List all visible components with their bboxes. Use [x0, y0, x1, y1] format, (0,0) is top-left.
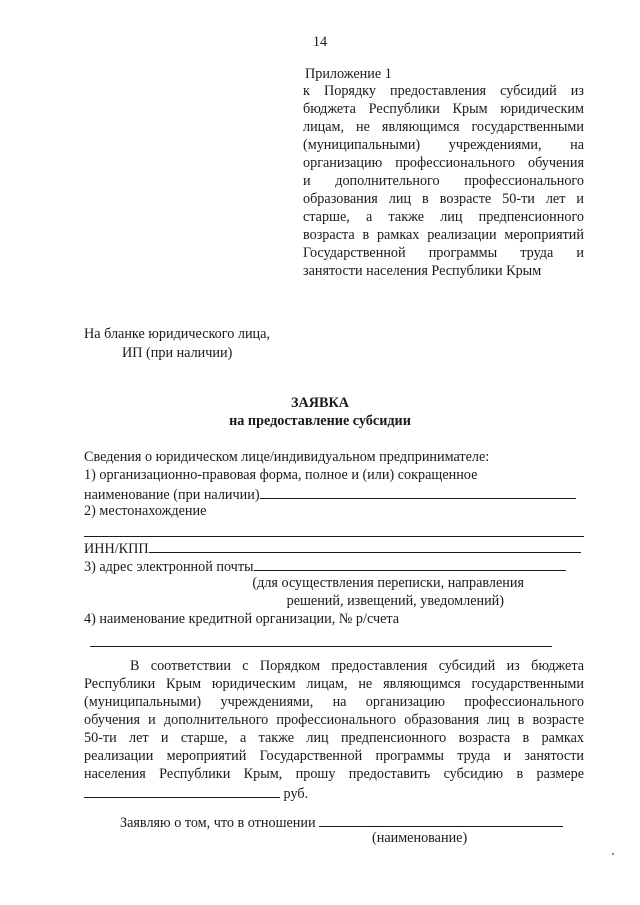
letterhead-line-2: ИП (при наличии) [122, 345, 233, 361]
name-fill-line[interactable] [260, 485, 576, 499]
inn-label: ИНН/КПП [84, 541, 149, 557]
declaration-fill-line[interactable] [319, 813, 563, 827]
request-paragraph [84, 658, 584, 802]
item1-name-label: наименование (при наличии) [84, 487, 260, 503]
margin-mark [612, 853, 614, 855]
paragraph-line: (муниципальными) учреждениями, на организацию профессионального [84, 694, 584, 710]
item2-label: 2) местонахождение [84, 503, 207, 519]
letterhead-line-1: На бланке юридического лица, [84, 326, 270, 342]
note-row-2 [84, 593, 584, 611]
form-heading: ЗАЯВКА [291, 395, 349, 411]
bank-row [84, 629, 584, 649]
bank-fill-line[interactable] [90, 646, 552, 647]
paragraph-line: населения Республики Крым, прошу предоставить субсидию в размере [84, 766, 584, 782]
page-number: 14 [312, 34, 328, 50]
declaration-row [120, 813, 563, 832]
address-row [84, 521, 584, 539]
appendix-line: к Порядку предоставления субсидий из [303, 83, 584, 99]
note-line-2: решений, извещений, уведомлений) [286, 593, 504, 609]
appendix-line: Государственной программы труда и [303, 245, 584, 261]
appendix-line: образования лиц в возрасте 50-ти лет и [303, 191, 584, 207]
item2-row [84, 503, 584, 521]
address-fill-line[interactable] [84, 536, 584, 537]
item1-name-row [84, 485, 584, 503]
appendix-line: возраста в рамках реализации мероприятий [303, 227, 584, 243]
paragraph-line: В соответствии с Порядком предоставления субсидий из бюджета [130, 658, 584, 674]
note-row-1 [84, 575, 584, 593]
amount-fill-line[interactable] [84, 784, 280, 798]
currency-label: руб. [283, 786, 309, 802]
inn-fill-line[interactable] [149, 539, 581, 553]
appendix-title: Приложение 1 [305, 66, 392, 82]
name-hint: (наименование) [372, 830, 468, 846]
appendix-line: лицам, не являющимся государственными [303, 119, 584, 135]
appendix-line: (муниципальными) учреждениями, на [303, 137, 584, 153]
paragraph-line: обучения и дополнительного профессионального образования лиц в возрасте [84, 712, 584, 728]
appendix-line: старше, а также лиц предпенсионного [303, 209, 584, 225]
item1-row [84, 467, 584, 485]
appendix-block [303, 66, 584, 281]
email-fill-line[interactable] [254, 557, 566, 571]
item4-row [84, 611, 584, 629]
applicant-info-section [84, 449, 584, 649]
inn-row [84, 539, 584, 557]
intro-row [84, 449, 584, 467]
item1-text: 1) организационно-правовая форма, полное и (или) сокращенное [84, 467, 478, 483]
paragraph-line: Республики Крым юридическим лицам, не являющимся государственными [84, 676, 584, 692]
note-line-1: (для осуществления переписки, направления [252, 575, 524, 591]
intro-text: Сведения о юридическом лице/индивидуальном предпринимателе: [84, 449, 490, 465]
appendix-line: организацию профессионального обучения [303, 155, 584, 171]
paragraph-line: 50-ти лет и старше, а также лиц предпенсионного возраста в рамках [84, 730, 584, 746]
paragraph-line: реализации мероприятий Государственной программы труда и занятости [84, 748, 584, 764]
letterhead-note [84, 326, 270, 364]
item3-label: 3) адрес электронной почты [84, 559, 254, 575]
item3-row [84, 557, 584, 575]
declaration-text: Заявляю о том, что в отношении [120, 815, 316, 831]
appendix-line: и дополнительного профессионального [303, 173, 584, 189]
appendix-line: бюджета Республики Крым юридическим [303, 101, 584, 117]
form-subheading: на предоставление субсидии [229, 413, 411, 429]
item4-label: 4) наименование кредитной организации, № р/счета [84, 611, 400, 627]
amount-row [84, 784, 584, 802]
appendix-line: занятости населения Республики Крым [303, 263, 542, 279]
